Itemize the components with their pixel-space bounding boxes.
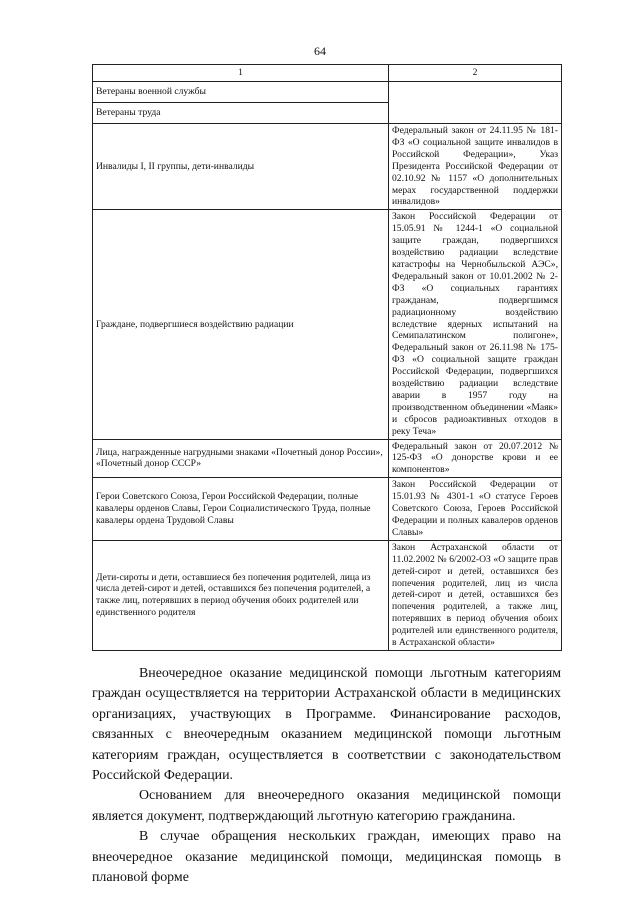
law-cell: Федеральный закон от 20.07.2012 № 125-ФЗ «О донорстве крови и ее компонентов»: [389, 439, 562, 478]
table-row: [93, 210, 562, 439]
table-row: [93, 439, 562, 478]
law-cell: [389, 82, 562, 124]
category-cell: Инвалиды I, II группы, дети-инвалиды: [93, 124, 389, 210]
law-cell: Закон Российской Федерации от 15.05.91 № 1244-1 «О социальной защите граждан, подвергшихся воздействию радиации вследствие катастрофы на Чернобыльской АЭС», Федеральный закон от 10.01.2002 № 2-ФЗ «О социальных гарантиях гражданам, подвергшимся радиационному воздействию вследствие ядерных испытаний на Семипалатинском полигоне», Федеральный закон от 26.11.98 № 175-ФЗ «О социальной защите граждан Российской Федерации, подвергшихся воздействию радиации вследствие аварии в 1957 году на производственном объединении «Маяк» и сбросов радиоактивных отходов в реку Теча»: [389, 210, 562, 439]
page-number: 64: [314, 44, 326, 58]
table-row: [93, 540, 562, 650]
category-cell: Граждане, подвергшиеся воздействию радиации: [93, 210, 389, 439]
category-cell: Ветераны труда: [93, 103, 389, 124]
body-text: [92, 664, 561, 888]
table-header-row: [93, 65, 562, 82]
column-header: 2: [389, 65, 562, 82]
law-cell: Закон Российской Федерации от 15.01.93 № 4301-1 «О статусе Героев Советского Союза, Героев Российской Федерации и полных кавалеров орденов Славы»: [389, 478, 562, 541]
category-cell: Дети-сироты и дети, оставшиеся без попечения родителей, лица из числа детей-сирот и детей, оставшихся без попечения родителей, а также лиц, потерявших в период обучения обоих родителей или единственного родителя: [93, 540, 389, 650]
table-row: [93, 124, 562, 210]
column-header: 1: [93, 65, 389, 82]
paragraph: В случае обращения нескольких граждан, имеющих право на внеочередное оказание медицинской помощи, медицинская помощь в плановой форме: [92, 829, 561, 886]
category-cell: Герои Советского Союза, Герои Российской Федерации, полные кавалеры орденов Славы, Герои Социалистического Труда, полные кавалеры ордена Трудовой Славы: [93, 478, 389, 541]
law-cell: Федеральный закон от 24.11.95 № 181-ФЗ «О социальной защите инвалидов в Российской Федерации», Указ Президента Российской Федерации от 02.10.92 № 1157 «О дополнительных мерах государственной поддержки инвалидов»: [389, 124, 562, 210]
paragraph: Внеочередное оказание медицинской помощи льготным категориям граждан осуществляется на территории Астраханской области в медицинских организациях, участвующих в Программе. Финансирование расходов, связанных с внеочередным оказанием медицинской помощи льготным категориям граждан, осуществляется в соответствии с законодательством Российской Федерации.: [92, 666, 561, 784]
law-cell: Закон Астраханской области от 11.02.2002 № 6/2002-ОЗ «О защите прав детей-сирот и детей, оставшихся без попечения родителей, лиц из числа детей-сирот и детей, оставшихся без попечения родителей, а также лиц, потерявших в период обучения обоих родителей или единственного родителя, в Астраханской области»: [389, 540, 562, 650]
category-cell: Ветераны военной службы: [93, 82, 389, 103]
paragraph: Основанием для внеочередного оказания медицинской помощи является документ, подтверждающий льготную категорию гражданина.: [92, 788, 561, 824]
benefits-table: [92, 64, 562, 651]
table-row: [93, 478, 562, 541]
table-row: [93, 82, 562, 103]
category-cell: Лица, награжденные нагрудными знаками «Почетный донор России», «Почетный донор СССР»: [93, 439, 389, 478]
